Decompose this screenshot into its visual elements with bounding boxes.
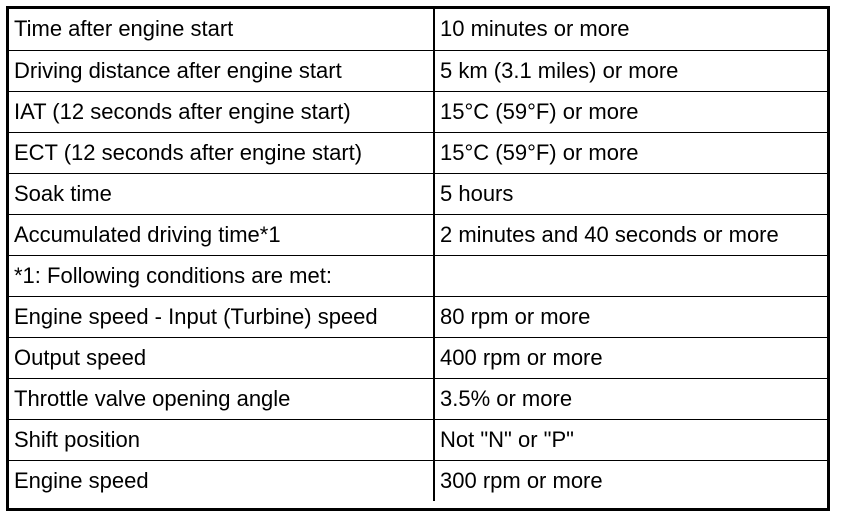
value-cell: 3.5% or more — [434, 378, 827, 419]
value-cell: Not "N" or "P" — [434, 419, 827, 460]
parameter-cell: Accumulated driving time*1 — [9, 214, 434, 255]
value-cell: 400 rpm or more — [434, 337, 827, 378]
table-row — [9, 378, 827, 419]
value-cell: 300 rpm or more — [434, 460, 827, 501]
parameter-cell: Soak time — [9, 173, 434, 214]
parameter-cell: Throttle valve opening angle — [9, 378, 434, 419]
value-cell: 5 hours — [434, 173, 827, 214]
table-row — [9, 214, 827, 255]
table-row — [9, 173, 827, 214]
value-cell: 80 rpm or more — [434, 296, 827, 337]
parameter-cell: ECT (12 seconds after engine start) — [9, 132, 434, 173]
parameter-cell: Output speed — [9, 337, 434, 378]
table-row — [9, 337, 827, 378]
table-row — [9, 50, 827, 91]
table-row — [9, 255, 827, 296]
empty-value-cell — [434, 255, 827, 296]
parameter-cell: Shift position — [9, 419, 434, 460]
table-row — [9, 9, 827, 50]
parameter-cell: Engine speed — [9, 460, 434, 501]
value-cell: 5 km (3.1 miles) or more — [434, 50, 827, 91]
table-row — [9, 91, 827, 132]
parameter-cell: Time after engine start — [9, 9, 434, 50]
table-row — [9, 132, 827, 173]
table-row — [9, 296, 827, 337]
value-cell: 15°C (59°F) or more — [434, 132, 827, 173]
parameter-cell: IAT (12 seconds after engine start) — [9, 91, 434, 132]
parameter-cell: Engine speed - Input (Turbine) speed — [9, 296, 434, 337]
value-cell: 10 minutes or more — [434, 9, 827, 50]
value-cell: 2 minutes and 40 seconds or more — [434, 214, 827, 255]
conditions-table-frame — [6, 6, 830, 511]
parameter-cell: Driving distance after engine start — [9, 50, 434, 91]
table-row — [9, 419, 827, 460]
value-cell: 15°C (59°F) or more — [434, 91, 827, 132]
footnote-cell: *1: Following conditions are met: — [9, 255, 434, 296]
conditions-table — [9, 9, 827, 501]
table-row — [9, 460, 827, 501]
